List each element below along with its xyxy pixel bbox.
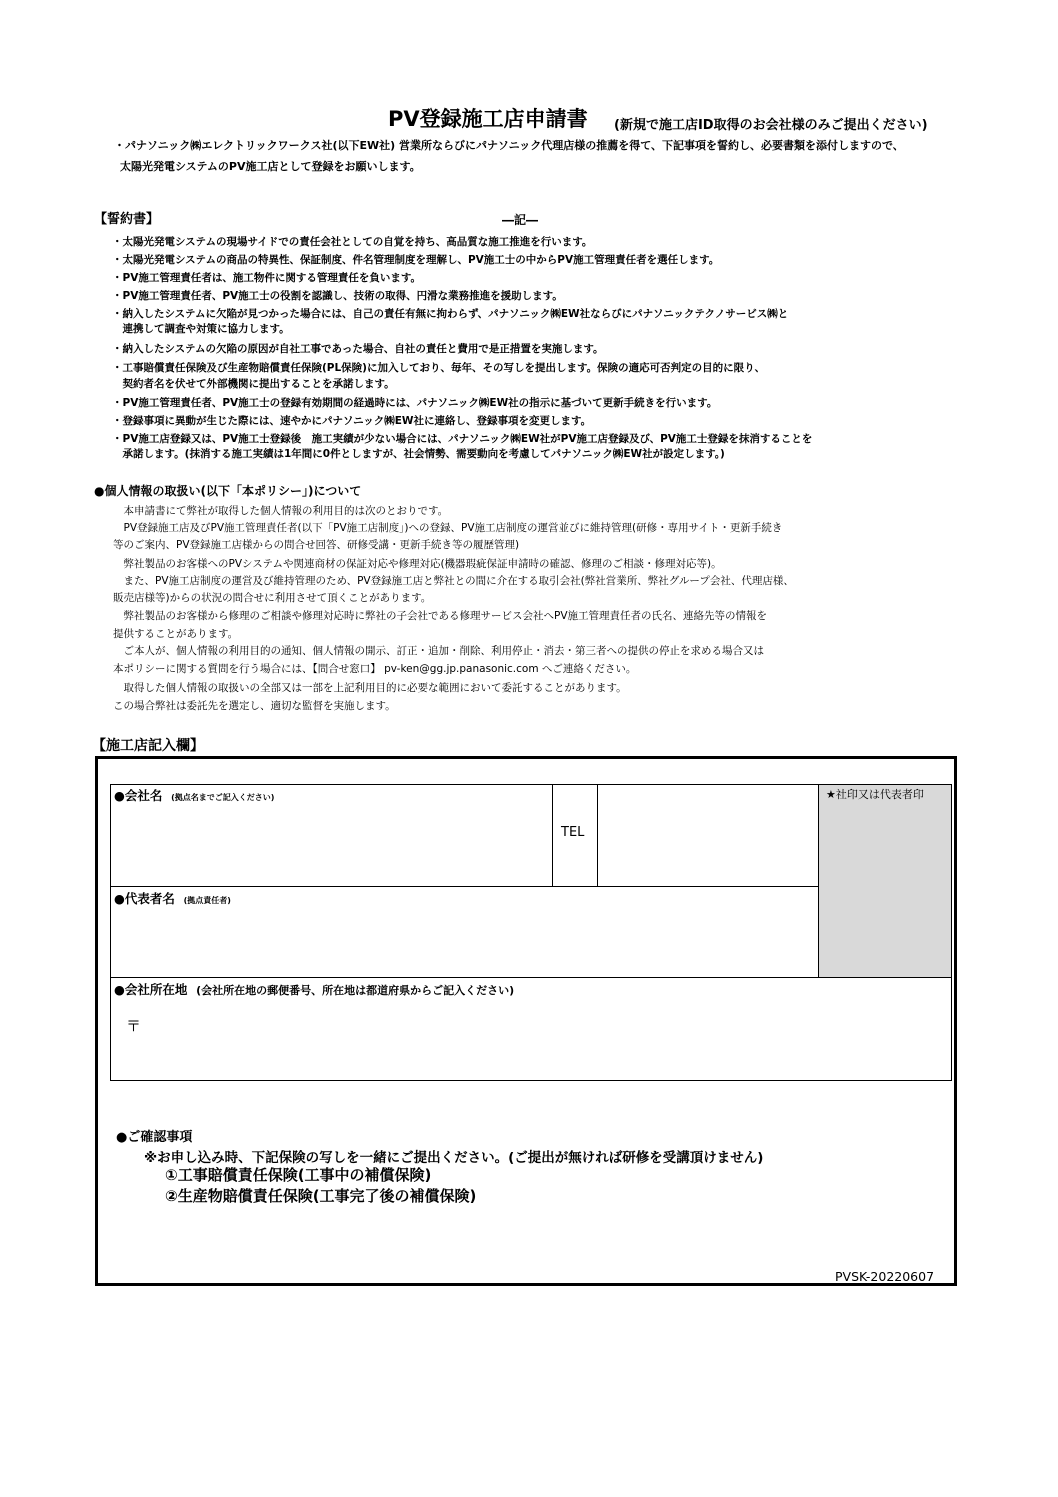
oath-item: ・PV施工管理責任者、PV施工士の役割を認識し、技術の取得、円滑な業務推進を援助します。 <box>112 290 563 302</box>
privacy-line: 弊社製品のお客様から修理のご相談や修理対応時に弊社の子会社である修理サービス会社へPV施工管理責任者の氏名、連絡先等の情報を <box>113 610 768 622</box>
privacy-line: 等のご案内、PV登録施工店様からの問合せ回答、研修受講・更新手続き等の履歴管理) <box>113 539 520 551</box>
insurance-item: ②生産物賠償責任保険(工事完了後の補償保険) <box>165 1187 477 1205</box>
oath-item: ・太陽光発電システムの商品の特異性、保証制度、件名管理制度を理解し、PV施工士の中からPV施工管理責任者を選任します。 <box>112 254 720 266</box>
privacy-title: ●個人情報の取扱い(以下「本ポリシー」)について <box>94 484 362 498</box>
representative-label: ●代表者名 (拠点責任者) <box>114 891 231 906</box>
privacy-line: 販売店様等)からの状況の問合せに利用させて頂くことがあります。 <box>113 592 432 604</box>
privacy-line: ご本人が、個人情報の利用目的の通知、個人情報の開示、訂正・追加・削除、利用停止・消去・第三者への提供の停止を求める場合又は <box>113 645 764 657</box>
oath-item: ・納入したシステムの欠陥の原因が自社工事であった場合、自社の責任と費用で是正措置を実施します。 <box>112 343 604 355</box>
privacy-line: 取得した個人情報の取扱いの全部又は一部を上記利用目的に必要な範囲において委託することがあります。 <box>113 682 627 694</box>
tel-field[interactable] <box>597 784 819 887</box>
oath-item: 連携して調査や対策に協力します。 <box>112 323 290 335</box>
oath-item: 承諾します。(抹消する施工実績は1年間に0件としますが、社会情勢、需要動向を考慮してパナソニック㈱EW社が設定します。) <box>112 448 725 460</box>
oath-item: ・納入したシステムに欠陥が見つかった場合には、自己の責任有無に拘わらず、パナソニック㈱EW社ならびにパナソニックテクノサービス㈱と <box>112 308 789 320</box>
intro-line: ・パナソニック㈱エレクトリックワークス社(以下EW社) 営業所ならびにパナソニック代理店様の推薦を得て、下記事項を誓約し、必要書類を添付しますので、 <box>114 139 904 152</box>
privacy-line: PV登録施工店及びPV施工管理責任者(以下「PV施工店制度」)への登録、PV施工店制度の運営並びに維持管理(研修・専用サイト・更新手続き <box>113 522 783 534</box>
privacy-line: 弊社製品のお客様へのPVシステムや関連商材の保証対応や修理対応(機器瑕疵保証申請時の確認、修理のご相談・修理対応等)。 <box>113 558 722 570</box>
page-title: PV登録施工店申請書 <box>388 107 588 131</box>
confirm-title: ●ご確認事項 <box>116 1130 193 1145</box>
oath-heading: 【誓約書】 <box>94 212 160 227</box>
privacy-line: 本ポリシーに関する質問を行う場合には、【問合せ窓口】 pv-ken@gg.jp.panasonic.com へご連絡ください。 <box>113 663 637 675</box>
oath-item: ・太陽光発電システムの現場サイドでの責任会社としての自覚を持ち、高品質な施工推進を行います。 <box>112 236 593 248</box>
oath-item: ・工事賠償責任保険及び生産物賠償責任保険(PL保険)に加入しており、毎年、その写しを提出します。保険の適応可否判定の目的に限り、 <box>112 362 766 374</box>
company-name-label: ●会社名 (拠点名までご記入ください) <box>114 788 275 803</box>
seal-area <box>818 784 952 978</box>
oath-item: ・PV施工管理責任者は、施工物件に関する管理責任を負います。 <box>112 272 421 284</box>
oath-item: ・登録事項に異動が生じた際には、速やかにパナソニック㈱EW社に連絡し、登録事項を変更します。 <box>112 415 592 427</box>
privacy-line: また、PV施工店制度の運営及び維持管理のため、PV登録施工店と弊社との間に介在する取引会社(弊社営業所、弊社グループ会社、代理店様、 <box>113 575 794 587</box>
postal-mark: 〒 <box>126 1017 142 1035</box>
privacy-line: 提供することがあります。 <box>113 628 239 640</box>
address-label: ●会社所在地 (会社所在地の郵便番号、所在地は都道府県からご記入ください) <box>114 982 515 997</box>
tel-label: TEL <box>561 825 585 840</box>
privacy-line: この場合弊社は委託先を選定し、適切な監督を実施します。 <box>113 700 396 712</box>
insurance-item: ①工事賠償責任保険(工事中の補償保険) <box>165 1166 432 1184</box>
confirm-note: ※お申し込み時、下記保険の写しを一緒にご提出ください。(ご提出が無ければ研修を受講頂けません) <box>144 1150 764 1166</box>
seal-label: ★社印又は代表者印 <box>826 788 924 801</box>
intro-line: 太陽光発電システムのPV施工店として登録をお願いします。 <box>120 160 421 173</box>
title-note: (新規で施工店ID取得のお会社様のみご提出ください) <box>614 118 928 133</box>
ki-marker: ―記― <box>502 213 539 227</box>
oath-item: ・PV施工管理責任者、PV施工士の登録有効期間の経過時には、パナソニック㈱EW社の指示に基づいて更新手続きを行います。 <box>112 397 718 409</box>
oath-item: 契約者名を伏せて外部機関に提出することを承諾します。 <box>112 378 395 390</box>
form-heading: 【施工店記入欄】 <box>92 738 204 754</box>
document-code: PVSK-20220607 <box>835 1269 935 1284</box>
oath-item: ・PV施工店登録又は、PV施工士登録後 施工実績が少ない場合には、パナソニック㈱EW社がPV施工店登録及び、PV施工士登録を抹消することを <box>112 433 813 445</box>
privacy-line: 本申請書にて弊社が取得した個人情報の利用目的は次のとおりです。 <box>113 505 449 517</box>
